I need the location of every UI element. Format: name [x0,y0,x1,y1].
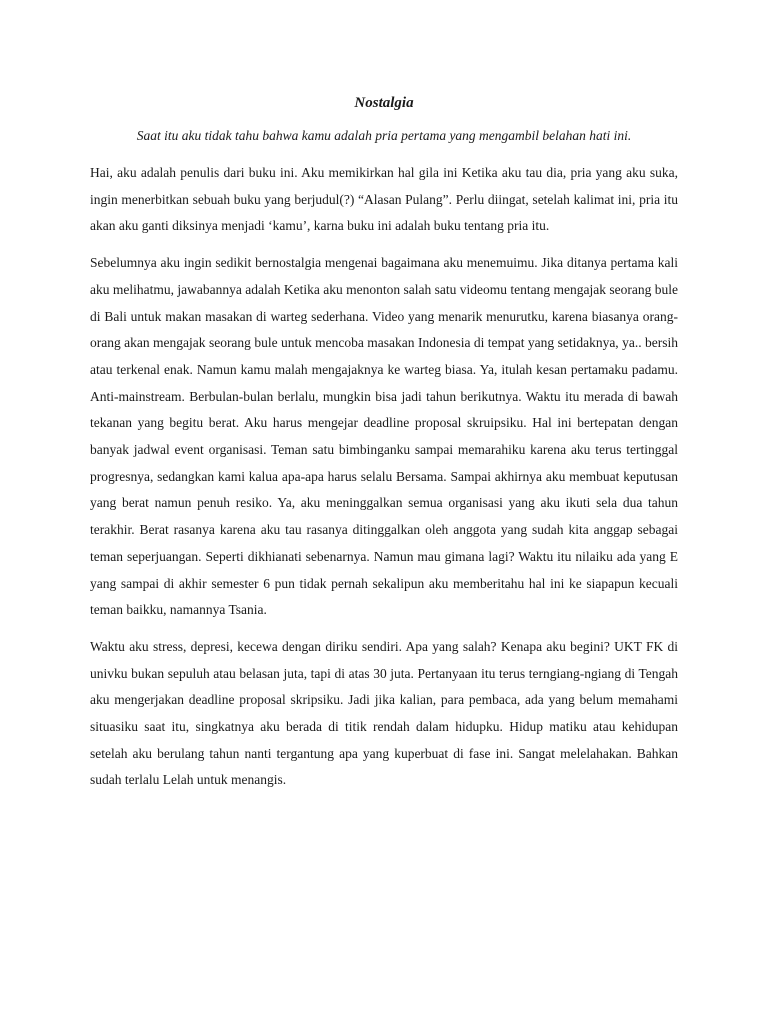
epigraph: Saat itu aku tidak tahu bahwa kamu adalah pria pertama yang mengambil belahan hati ini. [136,128,632,143]
paragraph-1: Hai, aku adalah penulis dari buku ini. Aku memikirkan hal gila ini Ketika aku tau dia, pria yang aku suka, ingin menerbitkan sebuah buku yang berjudul(?) “Alasan Pulang”. Perlu diingat, setelah kalimat ini, pria itu akan aku ganti diksinya menjadi ‘kamu’, karna buku ini adalah buku tentang pria itu. [90,165,678,234]
paragraph-3: Waktu aku stress, depresi, kecewa dengan diriku sendiri. Apa yang salah? Kenapa aku begini? UKT FK di univku bukan sepuluh atau belasan juta, tapi di atas 30 juta. Pertanyaan itu terus terngiang-ngiang di Tengah aku mengerjakan deadline proposal skripsiku. Jadi jika kalian, para pembaca, ada yang belum memahami situasiku saat itu, singkatnya aku berada di titik rendah dalam hidupku. Hidup matiku atau kehidupan setelah aku berulang tahun nanti tergantung apa yang kuperbuat di fase ini. Sangat melelahakan. Bahkan sudah terlalu Lelah untuk menangis. [90,638,678,788]
document-body [90,93,678,804]
paragraph-2: Sebelumnya aku ingin sedikit bernostalgia mengenai bagaimana aku menemuimu. Jika ditanya pertama kali aku melihatmu, jawabannya adalah Ketika aku menonton salah satu videomu tentang mengajak seorang bule di Bali untuk makan masakan di warteg sederhana. Video yang menarik menurutku, karena biasanya orang-orang akan mengajak seorang bule untuk mencoba masakan Indonesia di tempat yang setidaknya, ya.. bersih atau terkenal enak. Namun kamu malah mengajaknya ke warteg biasa. Ya, itulah kesan pertamaku padamu. Anti-mainstream. Berbulan-bulan berlalu, mungkin bisa jadi tahun berikutnya. Waktu itu merada di bawah tekanan yang begitu berat. Aku harus mengejar deadline proposal skruipsiku. Hal ini bertepatan dengan banyak jadwal event organisasi. Teman satu bimbinganku sampai memarahiku karena aku terus tertinggal progresnya, sedangkan kami kalua apa-apa harus selalu Bersama. Sampai akhirnya aku membuat keputusan yang berat namun penuh resiko. Ya, aku meninggalkan semua organisasi yang aku ikuti sela dua tahun terakhir. Berat rasanya karena aku tau rasanya ditinggalkan oleh anggota yang sudah kita anggap sebagai teman seperjuangan. Seperti dikhianati sebenarnya. Namun mau gimana lagi? Waktu itu nilaiku ada yang E yang sampai di akhir semester 6 pun tidak pernah sekalipun aku memberitahu hal ini ke siapapun kecuali teman baikku, namannya Tsania. [90,255,678,618]
document-title: Nostalgia [354,95,414,111]
